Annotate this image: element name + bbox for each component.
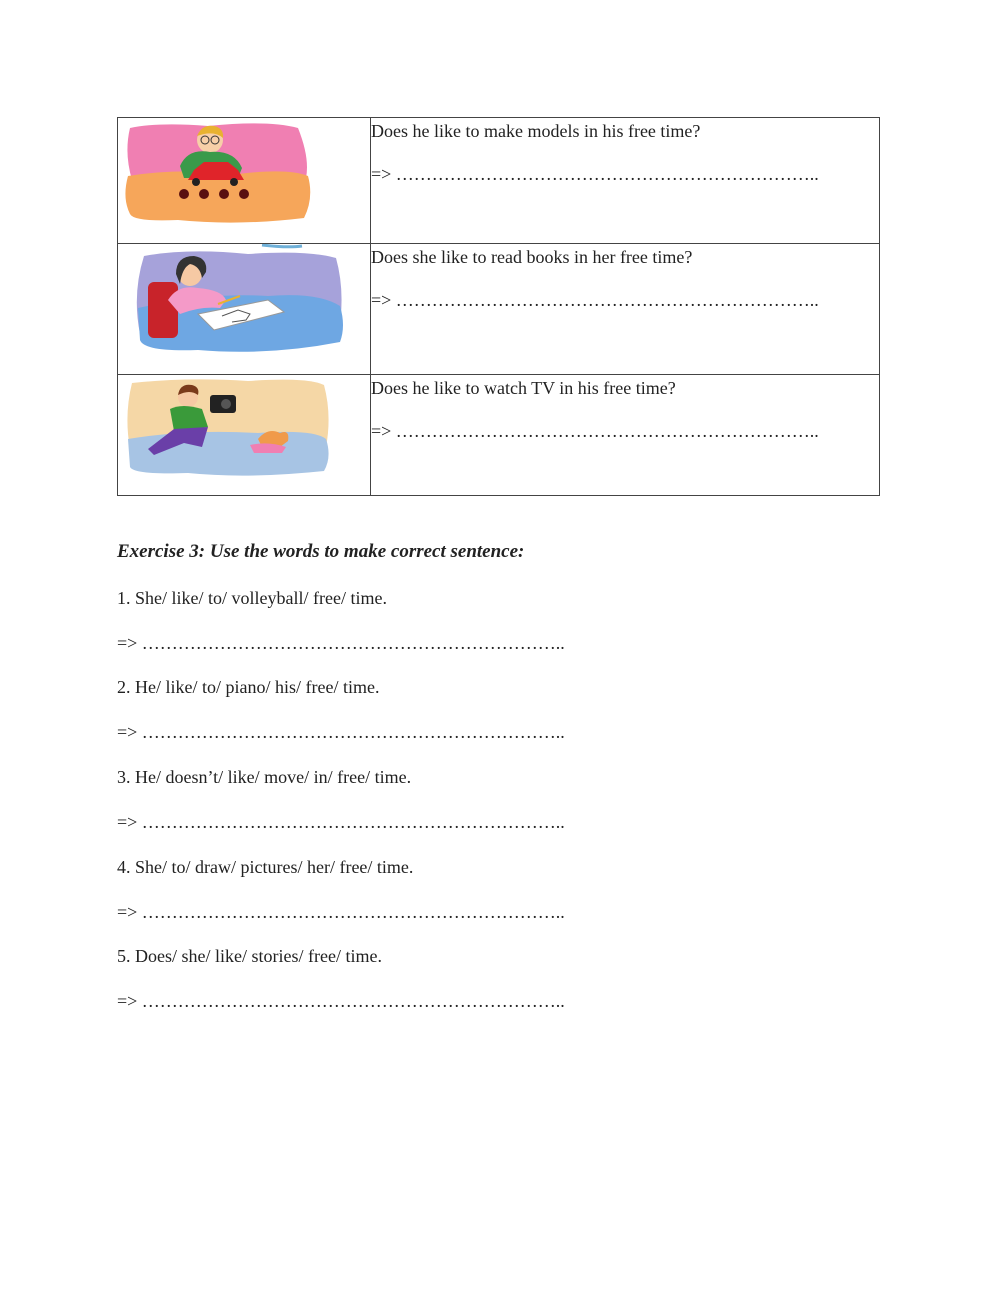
answer-line[interactable]: => …………………………………………………………….. xyxy=(371,421,819,441)
picture-cell xyxy=(118,375,371,496)
exercise-item-prompt: 4. She/ to/ draw/ pictures/ her/ free/ time. xyxy=(117,857,414,877)
exercise-item-prompt: 2. He/ like/ to/ piano/ his/ free/ time. xyxy=(117,677,380,697)
question-text: Does she like to read books in her free time? xyxy=(371,247,693,267)
question-table xyxy=(117,117,880,496)
exercise-item-answer[interactable]: => …………………………………………………………….. xyxy=(117,812,565,832)
answer-line[interactable]: => …………………………………………………………….. xyxy=(371,290,819,310)
picture-cell xyxy=(118,118,371,244)
table-row xyxy=(118,244,880,375)
table-row xyxy=(118,375,880,496)
exercise-item-prompt: 1. She/ like/ to/ volleyball/ free/ time. xyxy=(117,588,387,608)
boy-taking-photo-of-cat-image xyxy=(118,375,370,495)
question-cell xyxy=(371,375,880,496)
answer-line[interactable]: => …………………………………………………………….. xyxy=(371,164,819,184)
exercise-item-prompt: 3. He/ doesn’t/ like/ move/ in/ free/ time. xyxy=(117,767,412,787)
boy-making-model-car-image xyxy=(118,118,370,243)
exercise-item-prompt: 5. Does/ she/ like/ stories/ free/ time. xyxy=(117,946,382,966)
question-cell xyxy=(371,244,880,375)
question-cell xyxy=(371,118,880,244)
exercise-3-title: Exercise 3: Use the words to make correct sentence: xyxy=(117,541,525,562)
exercise-item-answer[interactable]: => …………………………………………………………….. xyxy=(117,991,565,1011)
question-text: Does he like to watch TV in his free time? xyxy=(371,378,676,398)
picture-cell xyxy=(118,244,371,375)
girl-drawing-picture-image xyxy=(118,244,370,374)
exercise-item-answer[interactable]: => …………………………………………………………….. xyxy=(117,722,565,742)
table-row xyxy=(118,118,880,244)
question-text: Does he like to make models in his free time? xyxy=(371,121,701,141)
exercise-item-answer[interactable]: => …………………………………………………………….. xyxy=(117,902,565,922)
exercise-item-answer[interactable]: => …………………………………………………………….. xyxy=(117,633,565,653)
